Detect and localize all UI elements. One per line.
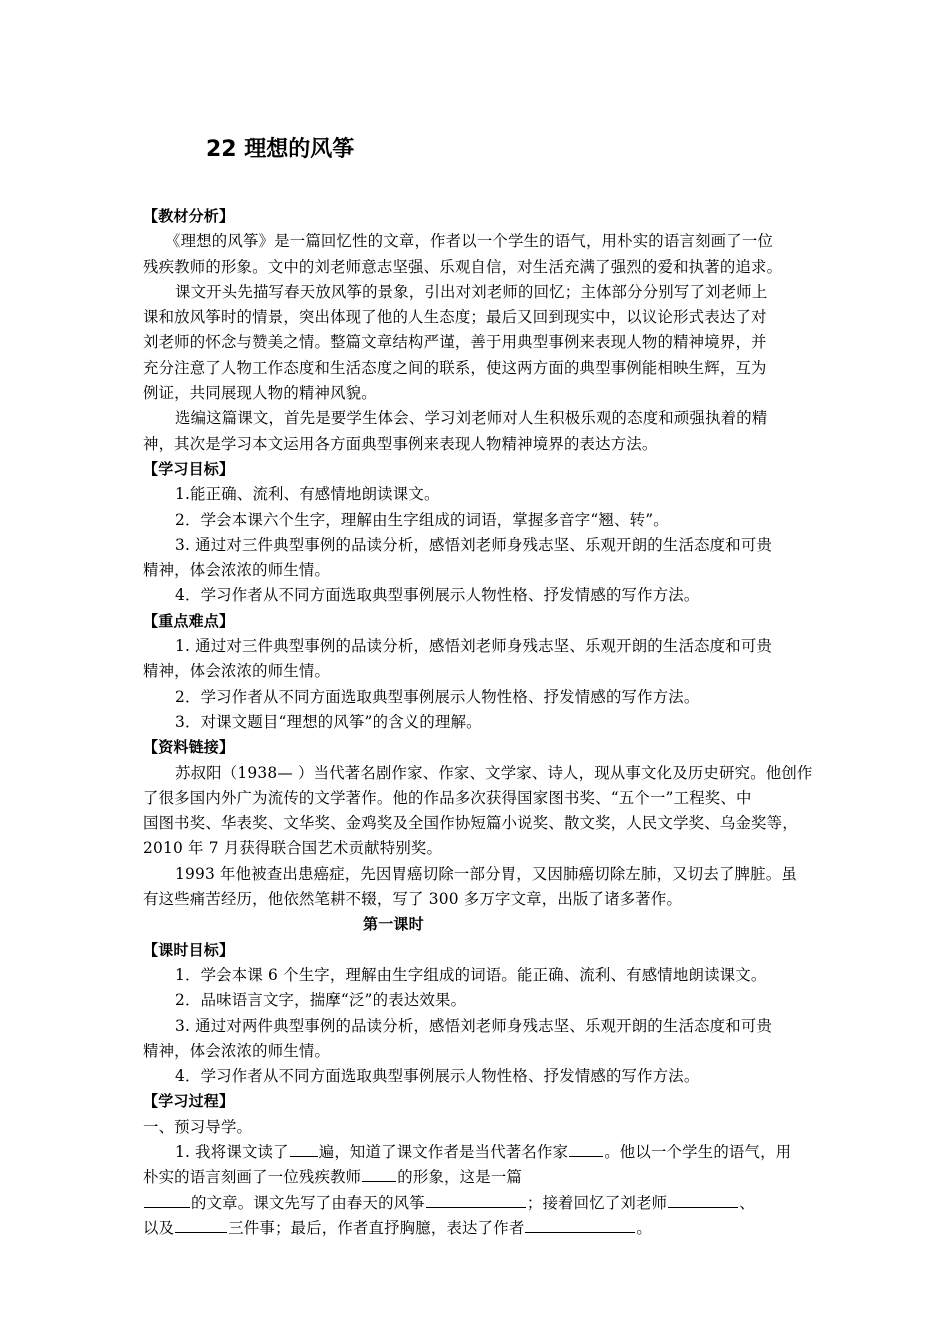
paragraph-line: 神，其次是学习本文运用各方面典型事例来表现人物精神境界的表达方法。 — [143, 434, 658, 453]
fill-text: 以及 — [143, 1218, 175, 1237]
process-step: 一、预习导学。 — [143, 1117, 253, 1136]
paragraph-line: 苏叔阳（1938— ）当代著名剧作家、作家、文学家、诗人，现从事文化及历史研究。他创作 — [175, 763, 813, 782]
paragraph-line: 了很多国内外广为流传的文学著作。他的作品多次获得国家图书奖、“五个一”工程奖、中 — [143, 788, 752, 807]
page-title: 22 理想的风筝 — [206, 137, 355, 162]
fill-text: 。他以一个学生的语气，用 — [604, 1142, 792, 1161]
fill-blank[interactable] — [426, 1191, 526, 1208]
section-heading-resources: 【资料链接】 — [143, 738, 235, 757]
fill-text: 1. 我将课文读了 — [175, 1142, 289, 1161]
fill-text: ；接着回忆了刘老师 — [526, 1193, 668, 1212]
fill-text: 的形象，这是一篇 — [397, 1168, 523, 1187]
section-heading-process: 【学习过程】 — [143, 1092, 235, 1111]
paragraph-line: 有这些痛苦经历，他依然笔耕不辍，写了 300 多万字文章，出版了诸多著作。 — [143, 890, 683, 909]
lesson-goal-item: 1．学会本课 6 个生字，理解由生字组成的词语。能正确、流利、有感情地朗读课文。 — [175, 965, 767, 984]
section-heading-goals: 【学习目标】 — [143, 459, 235, 478]
paragraph-line: 选编这篇课文，首先是要学生体会、学习刘老师对人生积极乐观的态度和顽强执着的精 — [175, 409, 768, 428]
paragraph-line: 残疾教师的形象。文中的刘老师意志坚强、乐观自信，对生活充满了强烈的爱和执著的追求。 — [143, 257, 783, 276]
fill-blank[interactable] — [362, 1165, 396, 1182]
paragraph-line: 1993 年他被查出患癌症，先因胃癌切除一部分胃，又因肺癌切除左肺，又切去了脾脏。虽 — [175, 864, 797, 883]
keypoint-item: 精神，体会浓浓的师生情。 — [143, 662, 331, 681]
section-heading-analysis: 【教材分析】 — [143, 207, 235, 225]
fill-blank[interactable] — [290, 1140, 318, 1157]
fill-in-line — [143, 1191, 823, 1216]
keypoint-item: 2．学习作者从不同方面选取典型事例展示人物性格、抒发情感的写作方法。 — [175, 687, 700, 706]
fill-blank[interactable] — [175, 1216, 227, 1233]
section-heading-keypoints: 【重点难点】 — [143, 611, 235, 630]
paragraph-line: 2010 年 7 月获得联合国艺术贡献特别奖。 — [143, 839, 443, 858]
lesson-heading: 第一课时 — [363, 915, 424, 934]
paragraph-line: 例证，共同展现人物的精神风貌。 — [143, 384, 377, 403]
paragraph-line: 国图书奖、华表奖、文华奖、金鸡奖及全国作协短篇小说奖、散文奖，人民文学奖、乌金奖等， — [143, 814, 798, 833]
goal-item: 3. 通过对三件典型事例的品读分析，感悟刘老师身残志坚、乐观开朗的生活态度和可贵 — [175, 535, 773, 554]
fill-in-line — [143, 1165, 823, 1190]
keypoint-item: 1. 通过对三件典型事例的品读分析，感悟刘老师身残志坚、乐观开朗的生活态度和可贵 — [175, 637, 773, 656]
lesson-goal-item: 4．学习作者从不同方面选取典型事例展示人物性格、抒发情感的写作方法。 — [175, 1067, 700, 1086]
paragraph-line: 充分注意了人物工作态度和生活态度之间的联系，使这两方面的典型事例能相映生辉，互为 — [143, 358, 767, 377]
paragraph-line: 课文开头先描写春天放风筝的景象，引出对刘老师的回忆；主体部分分别写了刘老师上 — [175, 282, 768, 301]
fill-in-line — [143, 1140, 823, 1165]
fill-text: 遍，知道了课文作者是当代著名作家 — [318, 1142, 569, 1161]
keypoint-item: 3．对课文题目“理想的风筝”的含义的理解。 — [175, 712, 482, 731]
goal-item: 1.能正确、流利、有感情地朗读课文。 — [175, 485, 440, 504]
fill-in-line — [143, 1216, 823, 1241]
fill-text: 的文章。课文先写了由春天的风筝 — [191, 1193, 425, 1212]
goal-item: 4．学习作者从不同方面选取典型事例展示人物性格、抒发情感的写作方法。 — [175, 586, 700, 605]
goal-item: 2．学会本课六个生字，理解由生字组成的词语，掌握多音字“翘、转”。 — [175, 510, 669, 529]
document-page — [143, 130, 823, 1241]
fill-text: 、 — [739, 1193, 755, 1212]
fill-blank[interactable] — [525, 1216, 635, 1233]
fill-text: 。 — [636, 1218, 653, 1237]
lesson-goal-item: 2．品味语言文字，揣摩“泛”的表达效果。 — [175, 991, 467, 1010]
fill-text: 三件事；最后，作者直抒胸臆，表达了作者 — [228, 1218, 525, 1237]
paragraph-line: 课和放风筝时的情景，突出体现了他的人生态度；最后又回到现实中，以议论形式表达了对 — [143, 308, 767, 327]
goal-item: 精神，体会浓浓的师生情。 — [143, 561, 331, 580]
fill-blank[interactable] — [144, 1191, 190, 1208]
fill-blank[interactable] — [569, 1140, 603, 1157]
fill-text: 朴实的语言刻画了一位残疾教师 — [143, 1168, 362, 1187]
section-heading-lesson-goals: 【课时目标】 — [143, 940, 235, 959]
lesson-goal-item: 精神，体会浓浓的师生情。 — [143, 1041, 331, 1060]
lesson-goal-item: 3. 通过对两件典型事例的品读分析，感悟刘老师身残志坚、乐观开朗的生活态度和可贵 — [175, 1016, 773, 1035]
paragraph-line: 刘老师的怀念与赞美之情。整篇文章结构严谨，善于用典型事例来表现人物的精神境界，并 — [143, 333, 767, 352]
fill-blank[interactable] — [668, 1191, 738, 1208]
paragraph-line: 《理想的风筝》是一篇回忆性的文章，作者以一个学生的语气，用朴实的语言刻画了一位 — [165, 232, 774, 251]
